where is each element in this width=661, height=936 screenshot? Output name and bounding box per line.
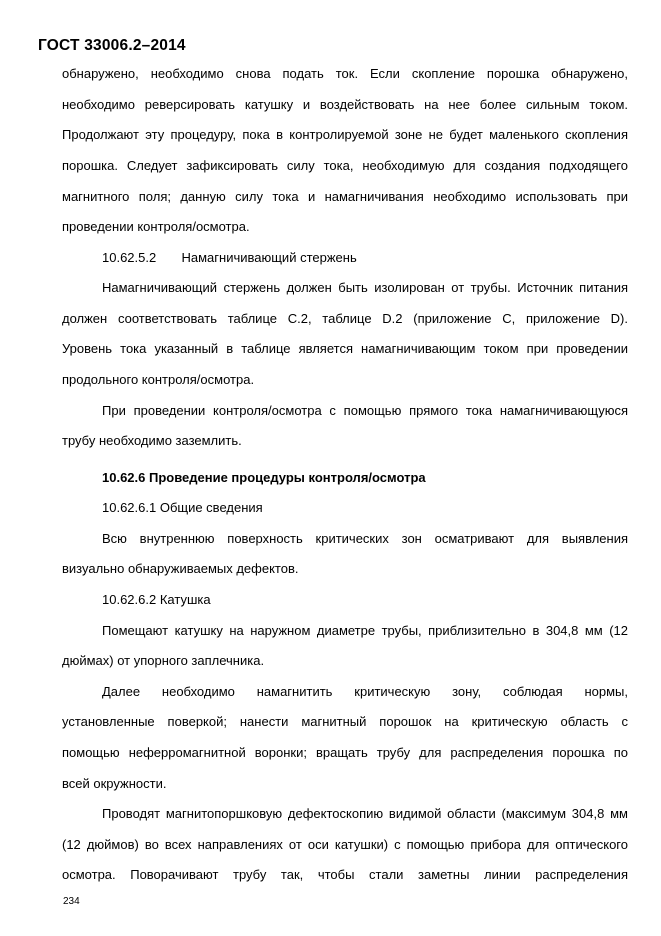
document-header: ГОСТ 33006.2–2014 [38, 37, 186, 54]
text-line: Далее необходимо намагнитить критическую зону, соблюдая нормы, [102, 684, 628, 699]
text-line: Продолжают эту процедуру, пока в контролируемой зоне не будет маленького скопления [62, 127, 628, 142]
text-line: порошка. Следует зафиксировать силу тока, необходимую для создания подходящего [62, 158, 628, 173]
text-line: всей окружности. [62, 776, 167, 791]
text-line: осмотра. Поворачивают трубу так, чтобы стали заметны линии распределения [62, 867, 628, 882]
subsection-heading: 10.62.6.1 Общие сведения [102, 500, 263, 515]
text-line: магнитного поля; данную силу тока и намагничивания необходимо использовать при [62, 189, 628, 204]
page-number: 234 [63, 896, 80, 907]
text-line: (12 дюймов) во всех направлениях от оси катушки) с помощью прибора для оптического [62, 837, 628, 852]
text-line: Всю внутреннюю поверхность критических зон осматривают для выявления [102, 531, 628, 546]
subsection-heading: 10.62.5.2 Намагничивающий стержень [102, 250, 357, 265]
text-line: продольного контроля/осмотра. [62, 372, 255, 387]
text-line: дюймах) от упорного заплечника. [62, 653, 265, 668]
text-line: При проведении контроля/осмотра с помощью прямого тока намагничивающуюся [102, 403, 628, 418]
text-line: визуально обнаруживаемых дефектов. [62, 561, 299, 576]
text-line: Проводят магнитопоршковую дефектоскопию видимой области (максимум 304,8 мм [102, 806, 628, 821]
section-heading: 10.62.6 Проведение процедуры контроля/осмотра [102, 470, 426, 485]
text-line: трубу необходимо заземлить. [62, 433, 242, 448]
text-line: Уровень тока указанный в таблице является намагничивающим током при проведении [62, 341, 628, 356]
text-line: проведении контроля/осмотра. [62, 219, 250, 234]
text-line: помощью неферромагнитной воронки; вращать трубу для распределения порошка по [62, 745, 628, 760]
text-line: обнаружено, необходимо снова подать ток. Если скопление порошка обнаружено, [62, 66, 628, 81]
text-line: Намагничивающий стержень должен быть изолирован от трубы. Источник питания [102, 280, 628, 295]
text-line: должен соответствовать таблице С.2, таблице D.2 (приложение С, приложение D). [62, 311, 628, 326]
text-line: Помещают катушку на наружном диаметре трубы, приблизительно в 304,8 мм (12 [102, 623, 628, 638]
text-line: установленные поверкой; нанести магнитный порошок на критическую область с [62, 714, 628, 729]
subsection-heading: 10.62.6.2 Катушка [102, 592, 211, 607]
text-line: необходимо реверсировать катушку и воздействовать на нее более сильным током. [62, 97, 628, 112]
